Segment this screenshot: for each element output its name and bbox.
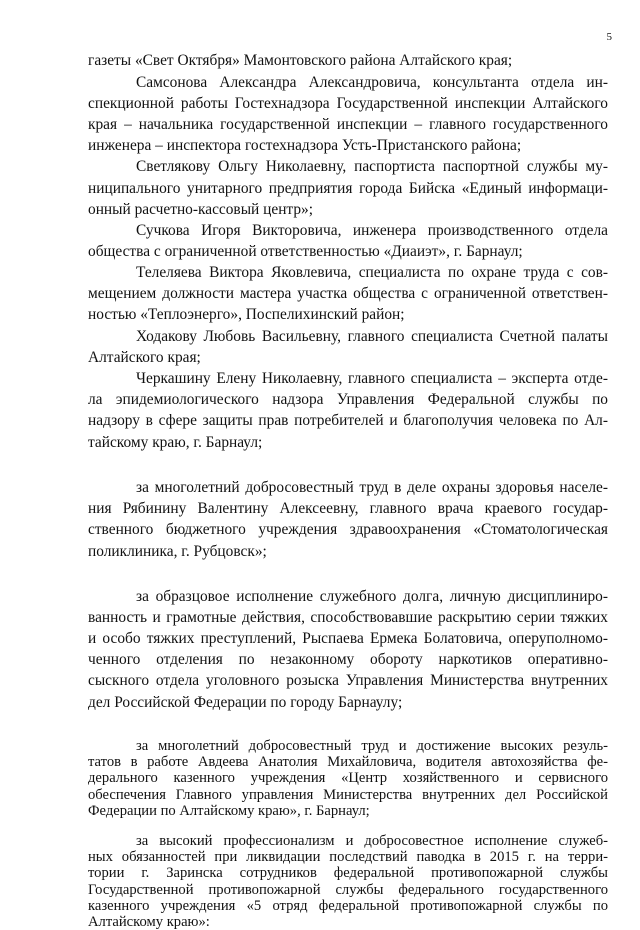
text-line: за многолетний добросовестный труд и достижение высоких резуль-: [136, 738, 608, 754]
text-line: Федерации по Алтайскому краю», г. Барнаул;: [88, 802, 370, 819]
text-line: Сучкова Игоря Викторовича, инженера производственного отдела: [136, 222, 608, 239]
page-number: 5: [606, 31, 612, 43]
text-line: Ходакову Любовь Васильевну, главного специалиста Счетной палаты: [136, 328, 608, 345]
text-line: Алтайского края;: [88, 349, 201, 366]
text-line: инженера – инспектора гостехнадзора Усть-Пристанского района;: [88, 137, 522, 154]
text-line: за образцовое исполнение служебного долга, личную дисциплиниро-: [136, 588, 608, 605]
text-line: Светлякову Ольгу Николаевну, паспортиста паспортной службы му-: [136, 158, 608, 175]
text-line: дерального казенного учреждения «Центр хозяйственного и сервисного: [88, 770, 608, 787]
text-line: татов в работе Авдеева Анатолия Михайловича, водителя автохозяйства фе-: [88, 754, 608, 771]
text-line: Самсонова Александра Александровича, консультанта отдела ин-: [136, 74, 608, 91]
text-line: и особо тяжких преступлений, Рыспаева Ермека Болатовича, оперуполномо-: [88, 630, 608, 647]
text-line: тайскому краю, г. Барнаул;: [88, 434, 263, 451]
text-line: Государственной противопожарной службы федерального государственного: [88, 881, 608, 898]
text-line: обеспечения Главного управления Министерства внутренних дел Российской: [88, 786, 608, 803]
text-line: ния Рябинину Валентину Алексеевну, главного врача краевого государ-: [88, 500, 608, 517]
text-line: ных обязанностей при ликвидации последствий паводка в 2015 г. на терри-: [88, 849, 608, 866]
text-line: Телеляева Виктора Яковлевича, специалиста по охране труда с сов-: [136, 264, 608, 281]
text-line: Алтайскому краю»:: [88, 914, 210, 930]
text-line: ванность и грамотные действия, способствовавшие раскрытию серии тяжких: [88, 609, 608, 626]
text-line: дел Российской Федерации по городу Барнаулу;: [88, 694, 403, 711]
text-line: Черкашину Елену Николаевну, главного специалиста – эксперта отде-: [136, 370, 608, 387]
text-line: надзору в сфере защиты прав потребителей и благополучия человека по Ал-: [88, 412, 608, 429]
text-line: сыскного отдела уголовного розыска Управления Министерства внутренних: [88, 672, 608, 689]
text-line: ственного бюджетного учреждения здравоохранения «Стоматологическая: [88, 521, 608, 538]
text-line: ниципального унитарного предприятия города Бийска «Единый информаци-: [88, 180, 608, 197]
text-line: за высокий профессионализм и добросовестное исполнение служеб-: [136, 833, 608, 849]
text-line: ла эпидемиологического надзора Управления Федеральной службы по: [88, 391, 608, 408]
text-line: поликлиника, г. Рубцовск»;: [88, 543, 267, 560]
text-line: края – начальника государственной инспекции – главного государственного: [88, 116, 608, 133]
text-line: газеты «Свет Октября» Мамонтовского района Алтайского края;: [88, 52, 513, 69]
text-line: ностью «Теплоэнерго», Поспелихинский район;: [88, 306, 405, 323]
text-line: мещением должности мастера участка общества с ограниченной ответствен-: [88, 285, 608, 302]
text-line: онный расчетно-кассовый центр»;: [88, 201, 314, 218]
text-line: казенного учреждения «5 отряд федеральной противопожарной службы по: [88, 897, 608, 914]
text-line: за многолетний добросовестный труд в деле охраны здоровья населе-: [136, 479, 608, 496]
text-line: тории г. Заринска сотрудников федеральной противопожарной службы: [88, 865, 608, 882]
text-line: ченного отделения по незаконному обороту наркотиков оперативно-: [88, 651, 608, 668]
text-line: спекционной работы Гостехнадзора Государственной инспекции Алтайского: [88, 95, 608, 112]
text-line: общества с ограниченной ответственностью «Диаиэт», г. Барнаул;: [88, 243, 523, 260]
